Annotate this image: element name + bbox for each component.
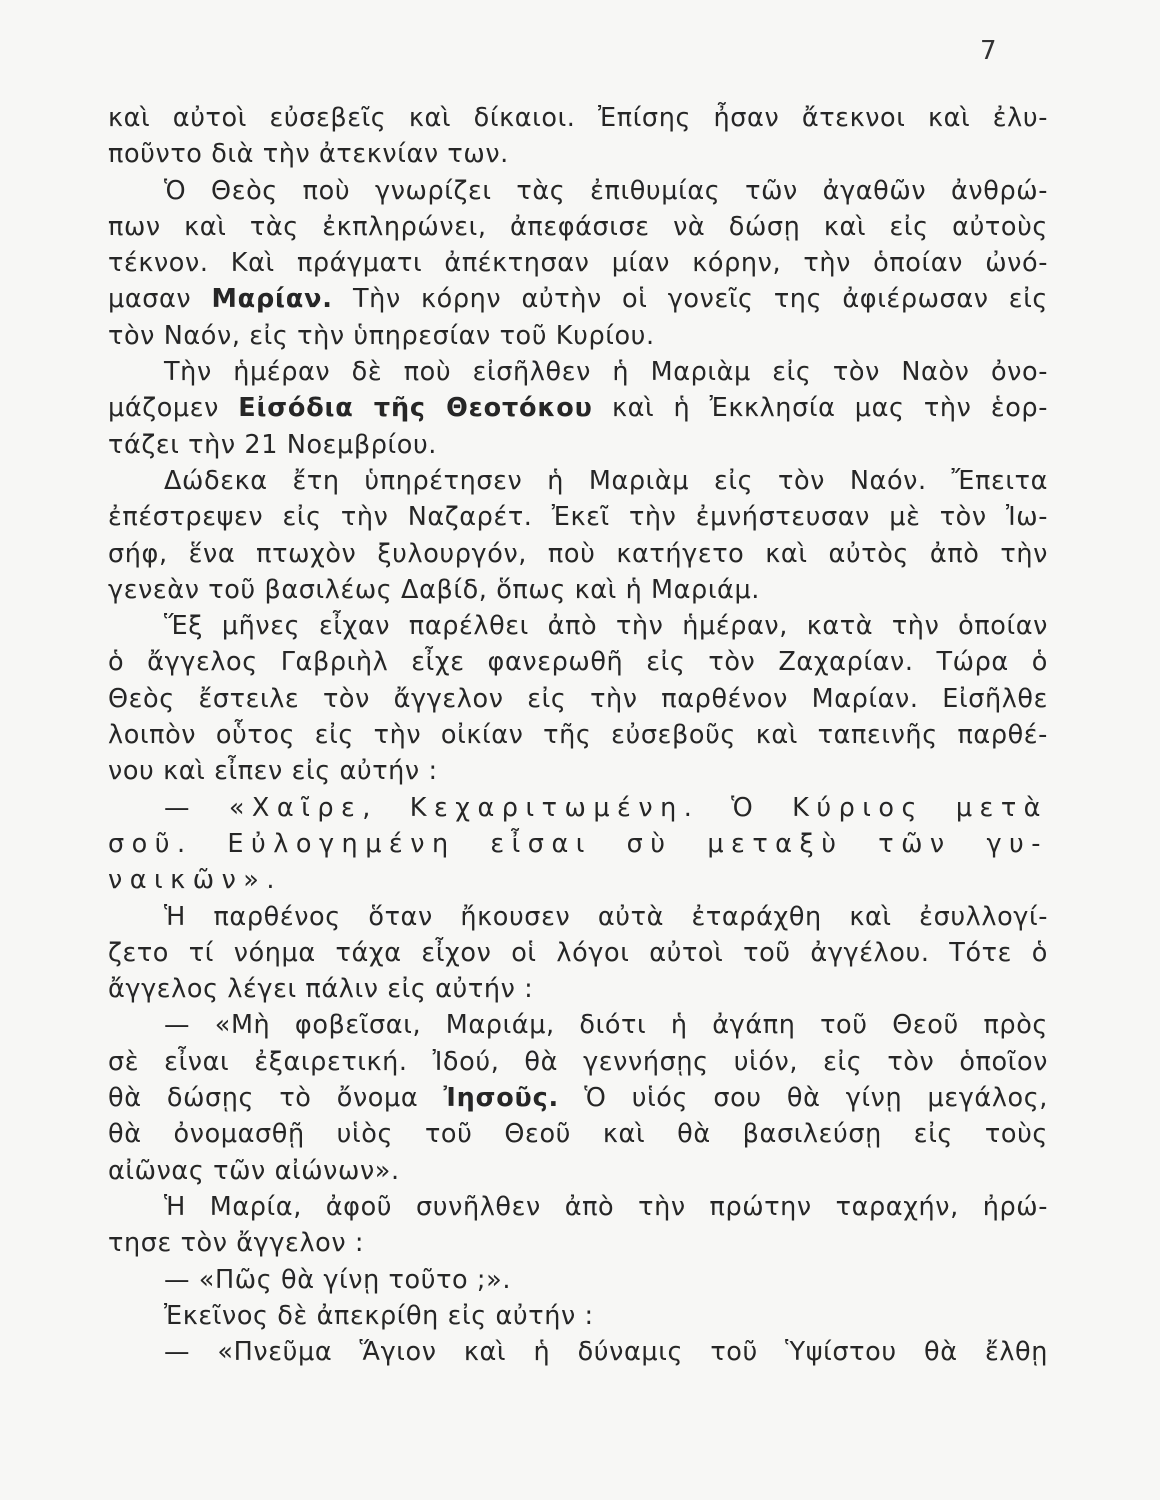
text-line: — «Πνεῦμα Ἅγιον καὶ ἡ δύναμις τοῦ Ὑψίστου θὰ ἔλθῃ: [164, 1337, 1048, 1368]
bold-feast-name: Εἰσόδια τῆς Θεοτόκου: [238, 393, 593, 424]
text-line: μάζομεν Εἰσόδια τῆς Θεοτόκου καὶ ἡ Ἐκκλησία μας τὴν ἑορ-: [108, 393, 1048, 424]
text-line: ζετο τί νόημα τάχα εἶχον οἱ λόγοι αὐτοὶ τοῦ ἀγγέλου. Τότε ὁ: [108, 937, 1048, 968]
text-line: θὰ ὀνομασθῇ υἱὸς τοῦ Θεοῦ καὶ θὰ βασιλεύσῃ εἰς τοὺς: [108, 1119, 1048, 1150]
text-line: ποῦντο διὰ τὴν ἀτεκνίαν των.: [108, 139, 509, 170]
text-line: Ἐκεῖνος δὲ ἀπεκρίθη εἰς αὐτήν :: [164, 1300, 594, 1331]
text-line: τησε τὸν ἄγγελον :: [108, 1228, 365, 1259]
text-line: θὰ δώσῃς τὸ ὄνομα Ἰησοῦς. Ὁ υἱός σου θὰ γίνῃ μεγάλος,: [108, 1083, 1048, 1114]
text-line: Ὁ Θεὸς ποὺ γνωρίζει τὰς ἐπιθυμίας τῶν ἀγαθῶν ἀνθρώ-: [164, 175, 1048, 206]
text-line: πων καὶ τὰς ἐκπληρώνει, ἀπεφάσισε νὰ δώσῃ καὶ εἰς αὐτοὺς: [108, 211, 1048, 242]
text-line: σὲ εἶναι ἐξαιρετική. Ἰδού, θὰ γεννήσῃς υἱόν, εἰς τὸν ὁποῖον: [108, 1046, 1048, 1077]
text-line: αἰῶνας τῶν αἰώνων».: [108, 1155, 400, 1186]
text-line: τὸν Ναόν, εἰς τὴν ὑπηρεσίαν τοῦ Κυρίου.: [108, 320, 655, 351]
text-line: γενεὰν τοῦ βασιλέως Δαβίδ, ὅπως καὶ ἡ Μαριάμ.: [108, 574, 760, 605]
text-line: τέκνον. Καὶ πράγματι ἀπέκτησαν μίαν κόρην, τὴν ὁποίαν ὠνό-: [108, 248, 1048, 279]
text-line: Θεὸς ἔστειλε τὸν ἄγγελον εἰς τὴν παρθένον Μαρίαν. Εἰσῆλθε: [108, 683, 1048, 714]
text-line: ἐπέστρεψεν εἰς τὴν Ναζαρέτ. Ἐκεῖ τὴν ἐμνήστευσαν μὲ τὸν Ἰω-: [108, 502, 1048, 533]
text-line: Δώδεκα ἔτη ὑπηρέτησεν ἡ Μαριὰμ εἰς τὸν Ναόν. Ἔπειτα: [164, 465, 1048, 496]
bold-name-iesous: Ἰησοῦς.: [443, 1083, 559, 1114]
text-line: σήφ, ἕνα πτωχὸν ξυλουργόν, ποὺ κατήγετο καὶ αὐτὸς ἀπὸ τὴν: [108, 538, 1048, 569]
text-line: Ἡ παρθένος ὅταν ἤκουσεν αὐτὰ ἐταράχθη καὶ ἐσυλλογί-: [164, 901, 1048, 932]
text-line: μασαν Μαρίαν. Τὴν κόρην αὐτὴν οἱ γονεῖς της ἀφιέρωσαν εἰς: [108, 284, 1048, 315]
text-line: Ἕξ μῆνες εἶχαν παρέλθει ἀπὸ τὴν ἡμέραν, κατὰ τὴν ὁποίαν: [164, 611, 1048, 642]
text-line: νου καὶ εἶπεν εἰς αὐτήν :: [108, 756, 438, 787]
text-line: σοῦ. Εὐλογημένη εἶσαι σὺ μεταξὺ τῶν γυ-: [108, 828, 1048, 859]
text-line: λοιπὸν οὗτος εἰς τὴν οἰκίαν τῆς εὐσεβοῦς καὶ ταπεινῆς παρθέ-: [108, 720, 1048, 751]
text-line: — «Χαῖρε, Κεχαριτωμένη. Ὁ Κύριος μετὰ: [164, 792, 1048, 823]
text-line: ναικῶν».: [108, 865, 283, 896]
text-line: ὁ ἄγγελος Γαβριὴλ εἶχε φανερωθῆ εἰς τὸν Ζαχαρίαν. Τώρα ὁ: [108, 647, 1048, 678]
text-line: Ἡ Μαρία, ἀφοῦ συνῆλθεν ἀπὸ τὴν πρώτην ταραχήν, ἠρώ-: [164, 1191, 1048, 1222]
text-line: τάζει τὴν 21 Νοεμβρίου.: [108, 429, 438, 460]
page-number: 7: [980, 36, 997, 66]
body-text: [108, 100, 1048, 1370]
text-line: καὶ αὐτοὶ εὐσεβεῖς καὶ δίκαιοι. Ἐπίσης ἦσαν ἄτεκνοι καὶ ἐλυ-: [108, 103, 1048, 133]
text-line: ἄγγελος λέγει πάλιν εἰς αὐτήν :: [108, 974, 534, 1005]
bold-name-mariam: Μαρίαν.: [211, 284, 333, 315]
text-line: Τὴν ἡμέραν δὲ ποὺ εἰσῆλθεν ἡ Μαριὰμ εἰς τὸν Ναὸν ὀνο-: [164, 357, 1048, 388]
text-line: — «Μὴ φοβεῖσαι, Μαριάμ, διότι ἡ ἀγάπη τοῦ Θεοῦ πρὸς: [164, 1010, 1048, 1041]
text-line: — «Πῶς θὰ γίνῃ τοῦτο ;».: [164, 1264, 512, 1295]
